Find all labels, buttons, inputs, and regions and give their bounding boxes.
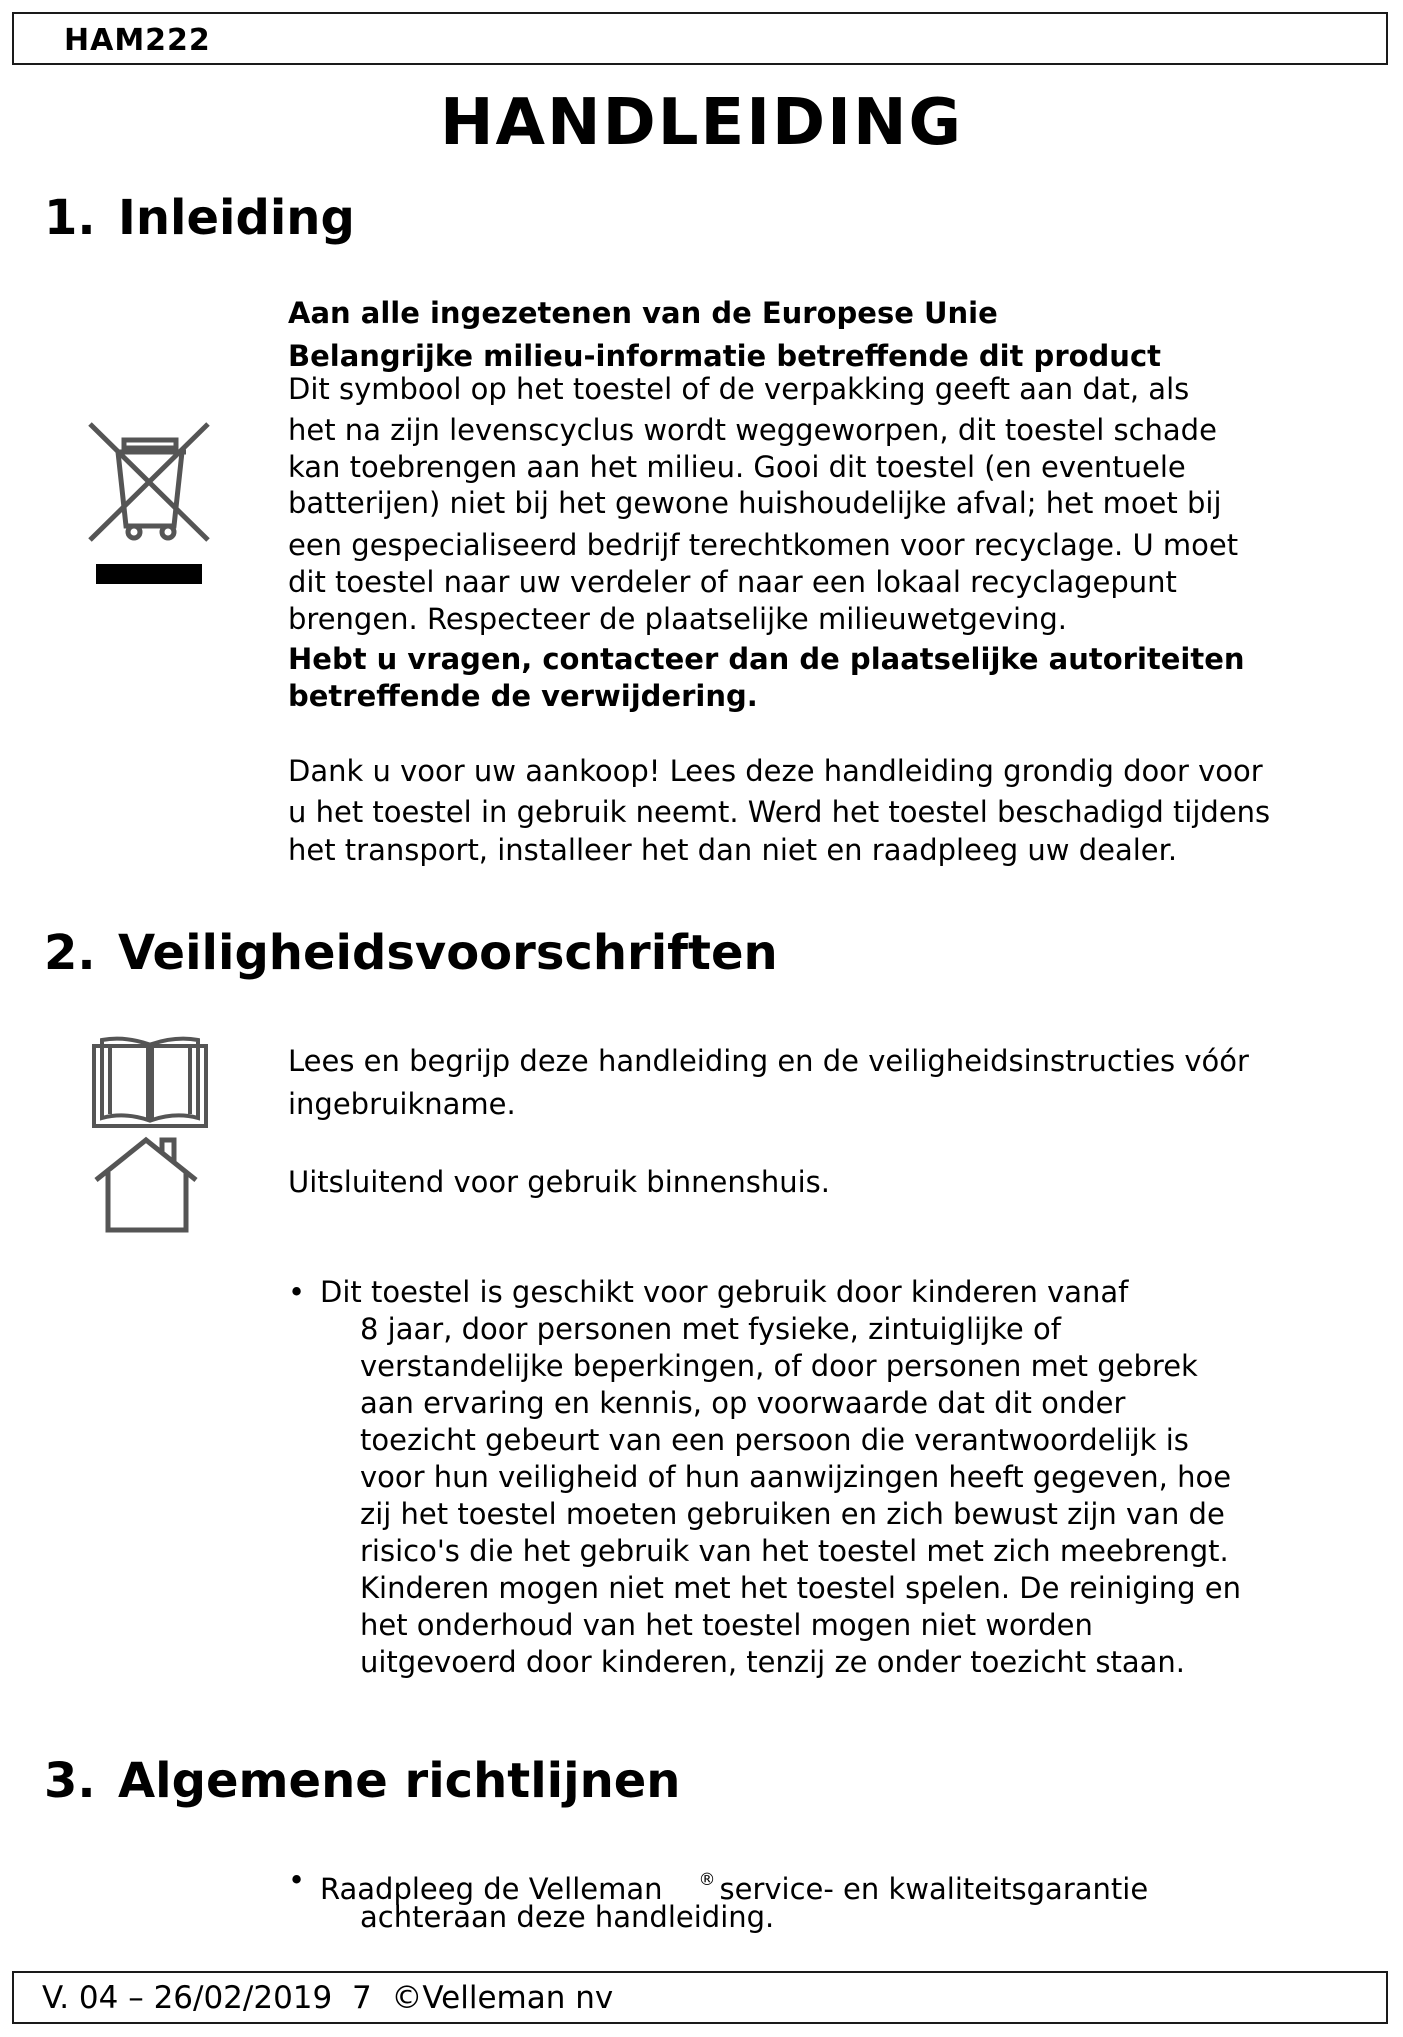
guidelines-bullet bbox=[288, 1862, 1348, 1942]
bullet-line: het onderhoud van het toestel mogen niet worden bbox=[360, 1608, 1093, 1642]
bullet-line: zij het toestel moeten gebruiken en zich bewust zijn van de bbox=[360, 1497, 1225, 1531]
section-title: Inleiding bbox=[118, 190, 355, 246]
bullet-first-line: Dit toestel is geschikt voor gebruik door kinderen vanaf bbox=[320, 1275, 1129, 1309]
weee-crossed-bin-icon bbox=[86, 418, 216, 593]
weee-line: een gespecialiseerd bedrijf terechtkomen voor recyclage. U moet bbox=[288, 528, 1239, 562]
footer-box bbox=[12, 1971, 1388, 2024]
bullet-continuation bbox=[360, 1311, 1241, 1681]
bullet-line: risico's die het gebruik van het toestel met zich meebrengt. bbox=[360, 1534, 1229, 1568]
bullet-line: Kinderen mogen niet met het toestel spelen. De reiniging en bbox=[360, 1571, 1241, 1605]
section-title: Algemene richtlijnen bbox=[118, 1753, 681, 1809]
registered-mark: ® bbox=[698, 1870, 716, 1890]
read-manual-line: ingebruikname. bbox=[288, 1087, 516, 1121]
read-manual-line: Lees en begrijp deze handleiding en de veiligheidsinstructies vóór bbox=[288, 1044, 1249, 1078]
weee-line: het na zijn levenscyclus wordt weggeworpen, dit toestel schade bbox=[288, 413, 1217, 447]
bullet-line: 8 jaar, door personen met fysieke, zintuiglijke of bbox=[360, 1312, 1061, 1346]
section-number: 2. bbox=[44, 925, 96, 981]
safety-bullet bbox=[288, 1274, 1348, 1694]
bullet-line: verstandelijke beperkingen, of door personen met gebrek bbox=[360, 1349, 1198, 1383]
header-box bbox=[12, 12, 1388, 65]
bullet-line: uitgevoerd door kinderen, tenzij ze onder toezicht staan. bbox=[360, 1645, 1186, 1679]
bullet-dot: • bbox=[288, 1863, 306, 1897]
section-1-heading bbox=[44, 190, 355, 246]
weee-line: dit toestel naar uw verdeler of naar een lokaal recyclagepunt bbox=[288, 565, 1177, 599]
document-title: HANDLEIDING bbox=[439, 86, 964, 160]
bullet-text-part: service- en kwaliteitsgarantie bbox=[719, 1872, 1149, 1906]
weee-contact-line: Hebt u vragen, contacteer dan de plaatselijke autoriteiten bbox=[288, 642, 1245, 676]
bullet-line: achteraan deze handleiding. bbox=[360, 1900, 775, 1934]
section-2-heading bbox=[44, 925, 778, 981]
weee-line: kan toebrengen aan het milieu. Gooi dit toestel (en eventuele bbox=[288, 450, 1186, 484]
bullet-line: aan ervaring en kennis, op voorwaarde dat dit onder bbox=[360, 1386, 1126, 1420]
weee-line: Dit symbool op het toestel of de verpakking geeft aan dat, als bbox=[288, 372, 1190, 406]
bullet-line: toezicht gebeurt van een persoon die verantwoordelijk is bbox=[360, 1423, 1189, 1457]
section-title: Veiligheidsvoorschriften bbox=[118, 925, 778, 981]
indoor-use-text: Uitsluitend voor gebruik binnenshuis. bbox=[288, 1165, 830, 1199]
section-number: 1. bbox=[44, 190, 96, 246]
thanks-line: Dank u voor uw aankoop! Lees deze handleiding grondig door voor bbox=[288, 754, 1263, 788]
weee-heading-env: Belangrijke milieu-informatie betreffende dit product bbox=[288, 339, 1162, 373]
indoor-use-house-icon bbox=[90, 1134, 202, 1234]
thanks-line: u het toestel in gebruik neemt. Werd het toestel beschadigd tijdens bbox=[288, 795, 1271, 829]
weee-line: batterijen) niet bij het gewone huishoudelijke afval; het moet bij bbox=[288, 486, 1222, 520]
weee-heading-eu: Aan alle ingezetenen van de Europese Unie bbox=[288, 296, 998, 330]
bullet-continuation bbox=[360, 1899, 774, 1936]
model-number: HAM222 bbox=[64, 23, 211, 58]
weee-line: brengen. Respecteer de plaatselijke milieuwetgeving. bbox=[288, 602, 1068, 636]
read-manual-book-icon bbox=[88, 1036, 212, 1130]
bullet-line: voor hun veiligheid of hun aanwijzingen heeft gegeven, hoe bbox=[360, 1460, 1232, 1494]
footer-text: V. 04 – 26/02/2019 7 ©Velleman nv bbox=[42, 1980, 614, 2016]
weee-contact-line: betreffende de verwijdering. bbox=[288, 679, 758, 713]
section-3-heading bbox=[44, 1753, 680, 1809]
bullet-text-part: Raadpleeg de Velleman bbox=[320, 1872, 663, 1906]
bullet-dot: • bbox=[288, 1275, 306, 1309]
thanks-line: het transport, installeer het dan niet en raadpleeg uw dealer. bbox=[288, 833, 1178, 867]
section-number: 3. bbox=[44, 1753, 96, 1809]
